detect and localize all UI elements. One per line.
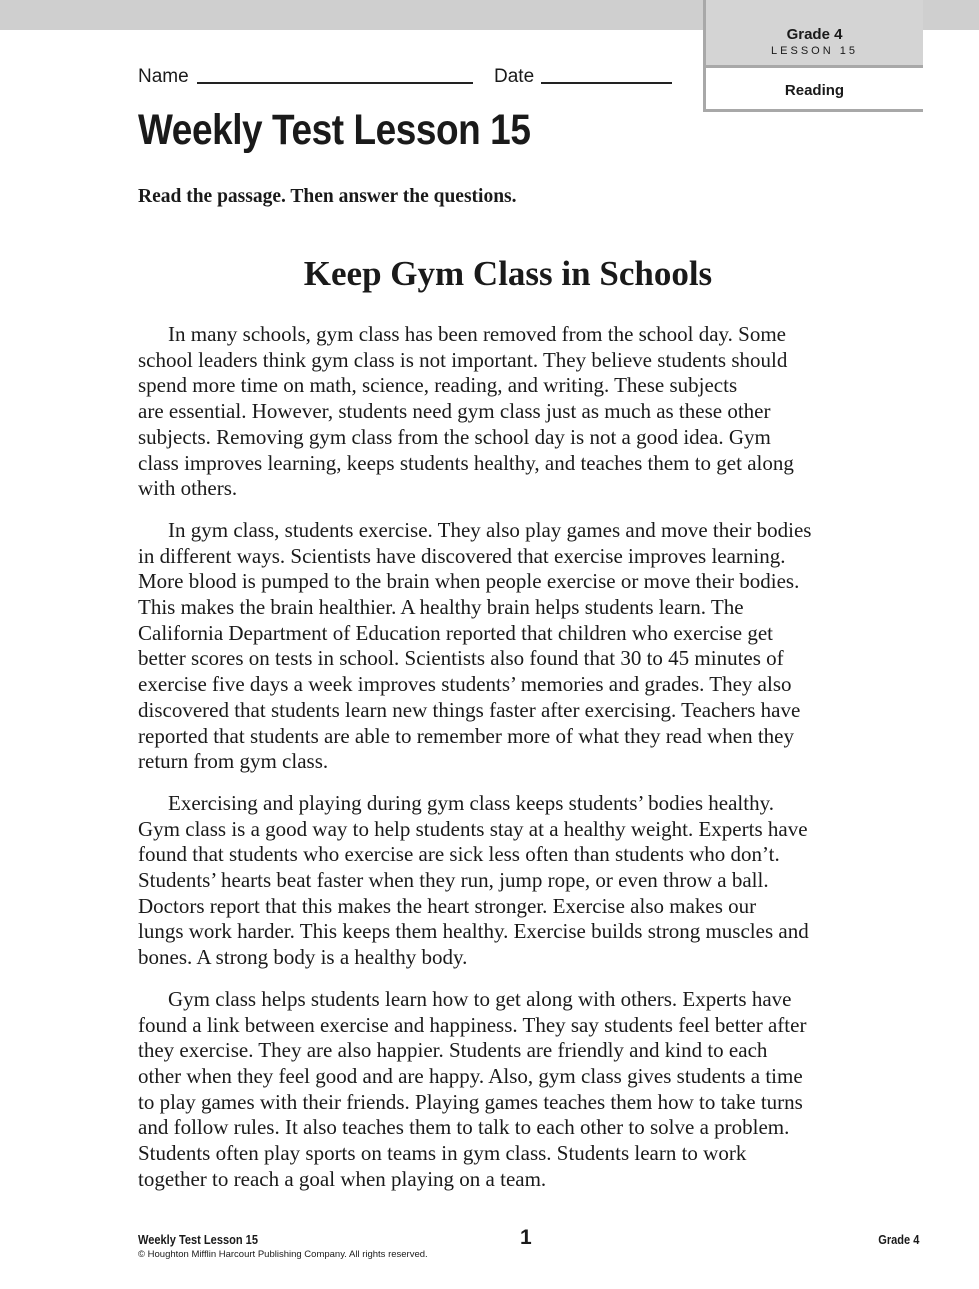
paragraph-line: found a link between exercise and happiness. They say students feel better after [138,1012,807,1037]
paragraph-line: are essential. However, students need gym class just as much as these other [138,399,771,424]
paragraph-line: This makes the brain healthier. A healthy brain helps students learn. The [138,595,744,620]
paragraph-line: in different ways. Scientists have discovered that exercise improves learning. [138,543,786,568]
lesson-label: LESSON 15 [771,45,858,57]
paragraph-line: In many schools, gym class has been removed from the school day. Some [168,322,787,346]
paragraph [138,518,811,775]
grade-label: Grade 4 [786,26,843,43]
paragraph-line: Gym class helps students learn how to get along with others. Experts have [168,986,792,1011]
paragraph-line: to play games with their friends. Playing games teaches them how to take turns [138,1089,803,1114]
paragraph-line: Exercising and playing during gym class keeps students’ bodies healthy. [168,790,774,815]
paragraph [138,322,811,502]
instructions: Read the passage. Then answer the questions. [138,186,517,207]
paragraph-line: reported that students are able to remember more of what they read when they [138,723,794,748]
paragraph [138,987,811,1193]
paragraph-line: better scores on tests in school. Scientists also found that 30 to 45 minutes of [138,646,784,671]
grade-lesson-tab [703,0,923,112]
paragraph-line: together to reach a goal when playing on a team. [138,1166,547,1191]
paragraph-line: Doctors report that this makes the heart stronger. Exercise also makes our [138,893,757,918]
name-field[interactable] [197,82,473,84]
paragraph-line: In gym class, students exercise. They also play games and move their bodies [168,517,812,542]
paragraph-line: More blood is pumped to the brain when people exercise or move their bodies. [138,569,800,594]
name-label: Name [138,66,189,87]
date-field[interactable] [541,82,672,84]
paragraph-line: Gym class is a good way to help students stay at a healthy weight. Experts have [138,816,808,841]
paragraph [138,791,811,971]
paragraph-line: found that students who exercise are sick less often than students who don’t. [138,842,780,867]
date-label: Date [494,66,535,87]
paragraph-line: class improves learning, keeps students healthy, and teaches them to get along [138,450,794,475]
paragraph-line: lungs work harder. This keeps them healthy. Exercise builds strong muscles and [138,919,809,944]
grade-lesson-box [706,0,923,68]
subject-label: Reading [784,82,845,99]
paragraph-line: subjects. Removing gym class from the school day is not a good idea. Gym [138,424,771,449]
paragraph-line: other when they feel good and are happy. Also, gym class gives students a time [138,1063,803,1088]
paragraph-line: return from gym class. [138,749,329,774]
page-number: 1 [520,1226,532,1249]
paragraph-line: bones. A strong body is a healthy body. [138,945,468,970]
paragraph-line: Students’ hearts beat faster when they run, jump rope, or even throw a ball. [138,868,769,893]
footer-copyright: © Houghton Mifflin Harcourt Publishing Company. All rights reserved. [138,1249,428,1260]
paragraph-line: California Department of Education reported that children who exercise get [138,620,774,645]
paragraph-line: exercise five days a week improves students’ memories and grades. They also [138,672,792,697]
footer-grade: Grade 4 [877,1232,919,1247]
paragraph-line: they exercise. They are also happier. Students are friendly and kind to each [138,1038,768,1063]
paragraph-line: with others. [138,476,238,501]
paragraph-line: school leaders think gym class is not important. They believe students should [138,347,788,372]
paragraph-line: Students often play sports on teams in gym class. Students learn to work [138,1141,747,1166]
paragraph-line: spend more time on math, science, reading, and writing. These subjects [138,373,738,398]
passage-heading: Keep Gym Class in Schools [303,254,713,293]
footer-title: Weekly Test Lesson 15 [138,1232,258,1247]
paragraph-line: and follow rules. It also teaches them to talk to each other to solve a problem. [138,1115,790,1140]
paragraph-line: discovered that students learn new things faster after exercising. Teachers have [138,697,801,722]
page-title: Weekly Test Lesson 15 [138,106,531,154]
passage-body [138,322,811,1209]
